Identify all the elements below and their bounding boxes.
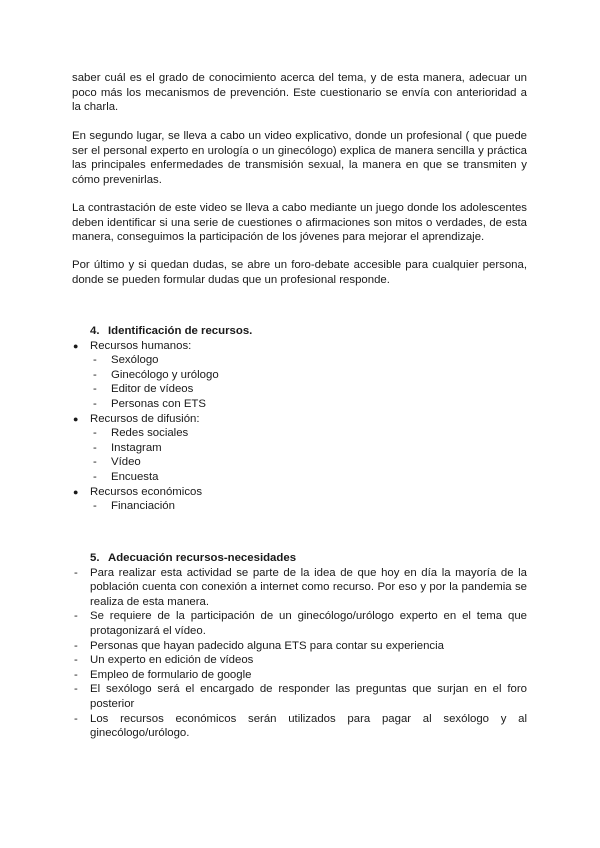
section-5-heading [72, 551, 527, 566]
resource-item: - Instagram [72, 441, 527, 456]
section-4 [72, 324, 527, 514]
section-4-title: Identificación de recursos. [108, 325, 253, 337]
resource-item: - Encuesta [72, 470, 527, 485]
paragraph-questionnaire: saber cuál es el grado de conocimiento acerca del tema, y de esta manera, adecuar un poco más los mecanismos de prevención. Este cuestionario se envía con anterioridad a la charla. [72, 72, 527, 114]
resource-item: - Ginecólogo y urólogo [72, 368, 527, 383]
needs-item: - Para realizar esta actividad se parte de la idea de que hoy en día la mayoría de la población cuenta con conexión a internet como recurso. Por eso y por la pandemia se realiza de esta manera. [72, 566, 527, 610]
needs-item: - Empleo de formulario de google [72, 668, 527, 683]
needs-item: - Los recursos económicos serán utilizados para pagar al sexólogo y al ginecólogo/urólogo. [72, 712, 527, 741]
resource-item: - Vídeo [72, 455, 527, 470]
needs-item: - El sexólogo será el encargado de responder las preguntas que surjan en el foro posterior [72, 682, 527, 711]
needs-item: - Se requiere de la participación de un ginecólogo/urólogo experto en el tema que protagonizará el vídeo. [72, 609, 527, 638]
resource-group-economic: ● Recursos económicos [72, 485, 527, 500]
paragraph-game: La contrastación de este video se lleva a cabo mediante un juego donde los adolescentes deben identificar si una serie de cuestiones o afirmaciones son mitos o verdades, de esta manera, conseguimos la participación de los jóvenes para mejorar el aprendizaje. [72, 202, 527, 244]
resource-item: - Editor de vídeos [72, 382, 527, 397]
resource-item: - Financiación [72, 499, 527, 514]
section-4-number: 4. [90, 325, 100, 337]
needs-item: - Un experto en edición de vídeos [72, 653, 527, 668]
section-5 [72, 551, 527, 741]
paragraph-forum: Por último y si quedan dudas, se abre un foro-debate accesible para cualquier persona, donde se pueden formular dudas que un profesional responde. [72, 259, 527, 286]
resource-item: - Sexólogo [72, 353, 527, 368]
section-5-number: 5. [90, 552, 100, 564]
needs-list [72, 566, 527, 741]
section-4-heading [72, 324, 527, 339]
section-5-title: Adecuación recursos-necesidades [108, 552, 297, 564]
paragraph-video: En segundo lugar, se lleva a cabo un video explicativo, donde un profesional ( que puede ser el personal experto en urología o un ginecólogo) explica de manera sencilla y práctica las principales enfermedades de transmisión sexual, la manera en que se transmiten y cómo prevenirlas. [72, 130, 527, 186]
resource-item: - Redes sociales [72, 426, 527, 441]
resource-list [72, 339, 527, 514]
resource-item: - Personas con ETS [72, 397, 527, 412]
resource-group-diffusion: ● Recursos de difusión: [72, 412, 527, 427]
needs-item: - Personas que hayan padecido alguna ETS para contar su experiencia [72, 639, 527, 654]
resource-group-human: ● Recursos humanos: [72, 339, 527, 354]
